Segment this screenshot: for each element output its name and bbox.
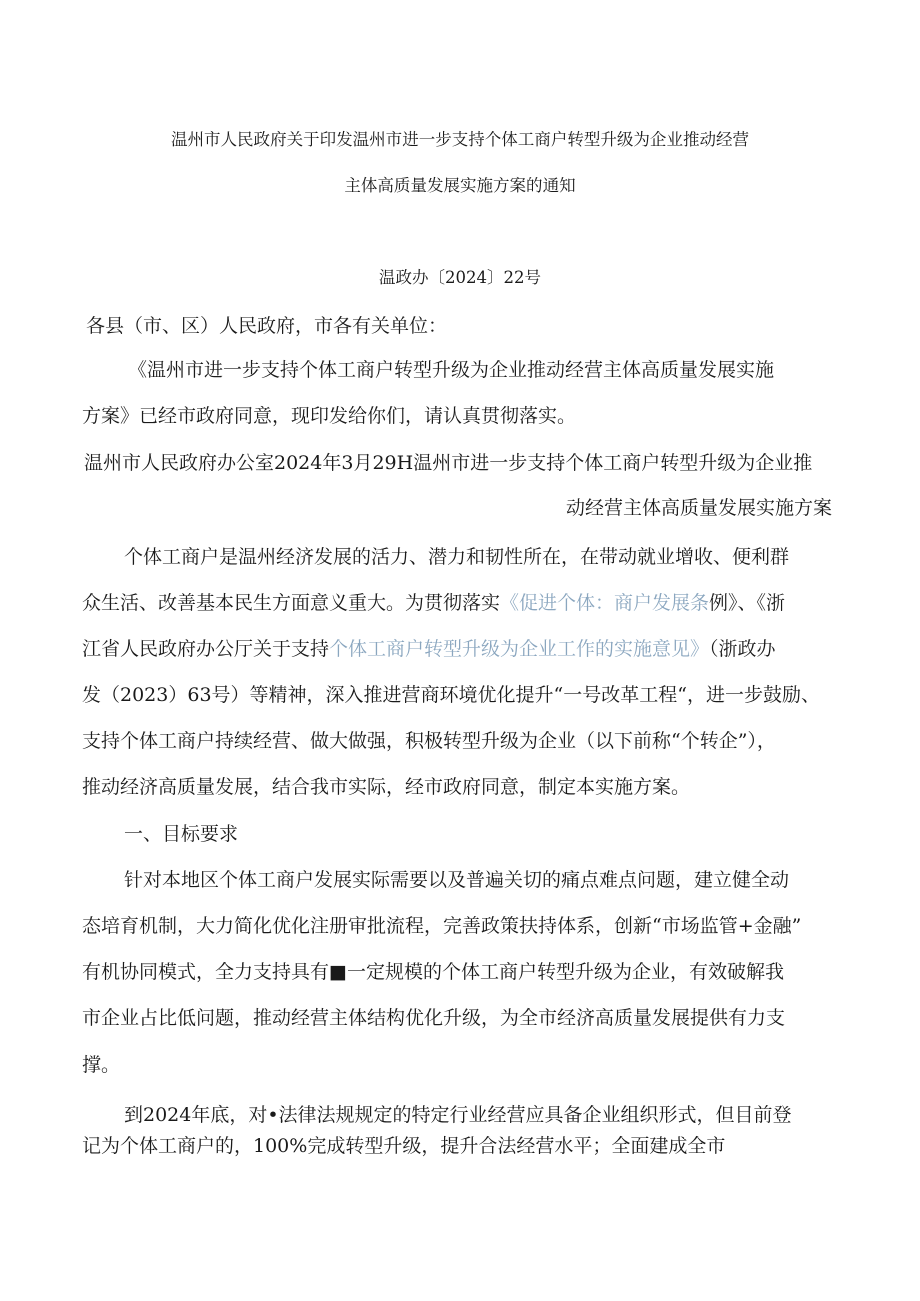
paragraph-1-line-1: 个体工商户是温州经济发展的活力、潜力和韧性所在，在带动就业增收、便利群 xyxy=(124,546,790,568)
paragraph-1-line-5: 支持个体工商户持续经营、做大做强，积极转型升级为企业（以下前称“个转企”）， xyxy=(82,730,776,752)
paragraph-2-line-2: 态培育机制，大力简化优化注册审批流程，完善政策扶持体系，创新“市场监管+金融” xyxy=(82,915,802,937)
paragraph-1-line-3 xyxy=(82,637,776,661)
paragraph-2-line-3: 有机协同模式，全力支持具有■一定规模的个体工商户转型升级为企业，有效破解我 xyxy=(82,961,784,983)
title-line-2: 主体高质量发展实施方案的通知 xyxy=(344,176,576,195)
paragraph-1-line-2 xyxy=(82,591,785,615)
paragraph-3-line-1: 到2024年底，对•法律法规规定的特定行业经营应具备企业组织形式，但目前登 xyxy=(124,1104,792,1126)
issuer-line-2: 动经营主体高质量发展实施方案 xyxy=(565,497,832,519)
paragraph-1-line-4: 发（2023）63号）等精神，深入推进营商环境优化提升“一号改革工程“，进一步鼓励、 xyxy=(82,684,820,706)
addressee: 各县（市、区）人民政府，市各有关单位： xyxy=(86,315,448,337)
paragraph-1-line-3-text-a: 江省人民政府办公厅关于支持 xyxy=(82,638,330,660)
paragraph-1-line-2-text-b: 例》、《浙 xyxy=(709,592,786,614)
section-heading-goals: 一、目标要求 xyxy=(124,823,239,845)
paragraph-2-line-4: 市企业占比低问题，推动经营主体结构优化升级，为全市经济高质量发展提供有力支 xyxy=(82,1007,786,1029)
paragraph-1-line-3-text-b: （浙政办 xyxy=(709,638,776,660)
regulation-link[interactable]: 《促进个体：商户发展条 xyxy=(500,592,710,614)
paragraph-1-line-6: 推动经济高质量发展，结合我市实际，经市政府同意，制定本实施方案。 xyxy=(82,776,691,798)
paragraph-2-line-5: 撑。 xyxy=(82,1054,121,1076)
intro-line-2: 方案》已经市政府同意，现印发给你们，请认真贯彻落实。 xyxy=(82,405,577,427)
intro-line-1: 《温州市进一步支持个体工商户转型升级为企业推动经营主体高质量发展实施 xyxy=(128,359,775,381)
document-number: 温政办〔2024〕22号 xyxy=(378,268,542,287)
implementation-opinion-link[interactable]: 个体工商户转型升级为企业工作的实施意见》 xyxy=(329,638,710,660)
paragraph-3-line-2: 记为个体工商户的，100%完成转型升级，提升合法经营水平；全面建成全市 xyxy=(82,1135,726,1157)
paragraph-2-line-1: 针对本地区个体工商户发展实际需要以及普遍关切的痛点难点问题，建立健全动 xyxy=(124,869,790,891)
paragraph-1-line-2-text-a: 众生活、改善基本民生方面意义重大。为贯彻落实 xyxy=(82,592,501,614)
title-line-1: 温州市人民政府关于印发温州市进一步支持个体工商户转型升级为企业推动经营 xyxy=(170,130,750,149)
issuer-line-1: 温州市人民政府办公室2024年3月29H温州市进一步支持个体工商户转型升级为企业推 xyxy=(84,452,813,474)
